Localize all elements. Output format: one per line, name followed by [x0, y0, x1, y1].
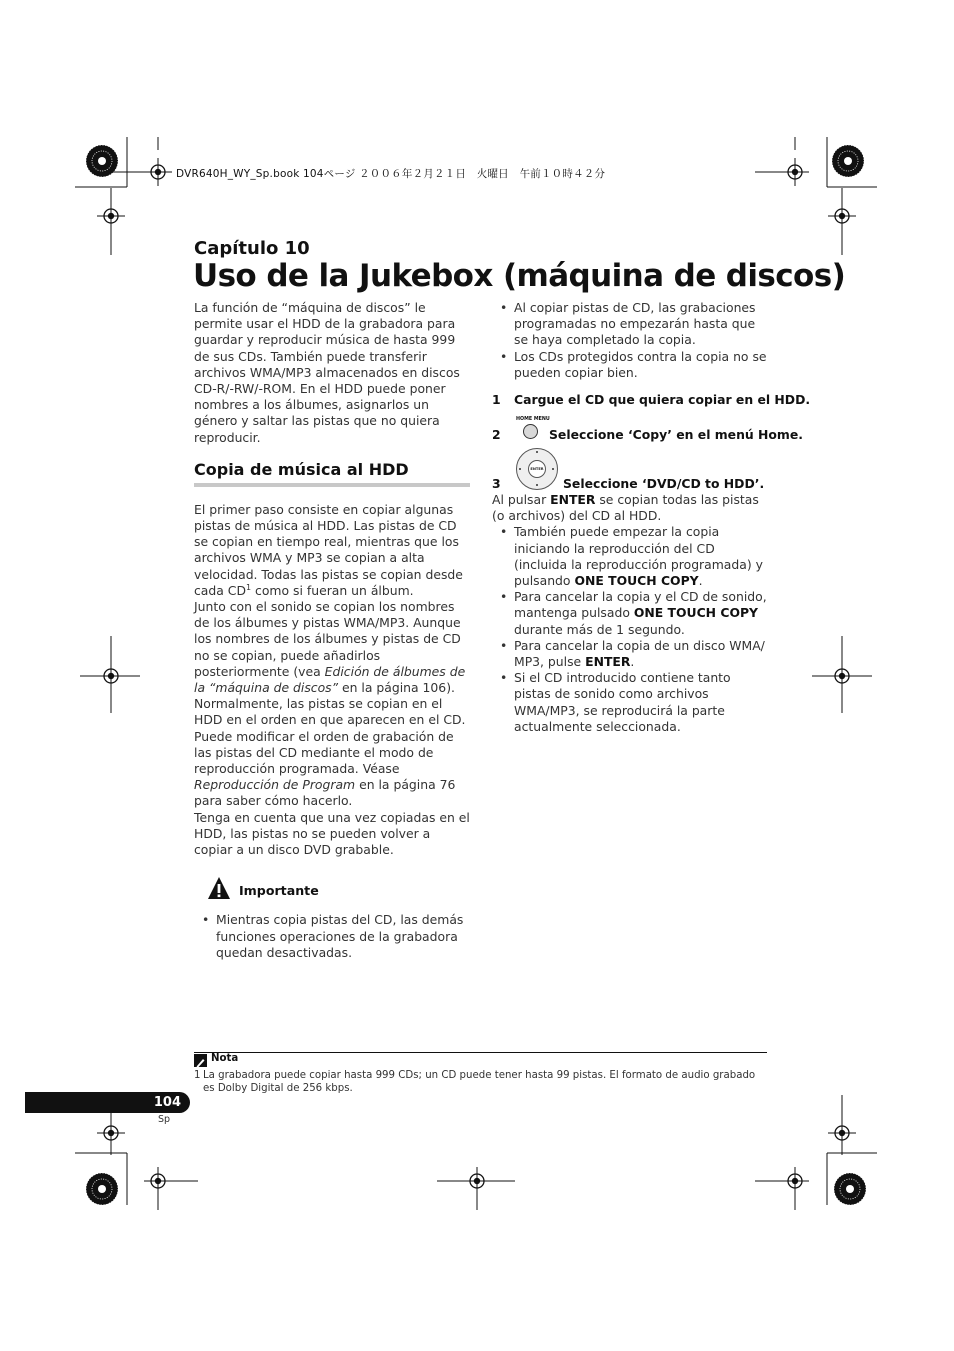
footnote-number: 1	[194, 1070, 201, 1081]
paragraph-dvd-note: Tenga en cuenta que una vez copiadas en el HDD, las pistas no se pueden volver a copiar a un disco DVD grabable.	[194, 809, 470, 858]
paragraph-order: Normalmente, las pistas se copian en el HDD en el orden en que aparecen en el CD. Puede modificar el orden de grabación de las pistas del CD mediante el modo de reproducción programada. Véase Reproducción de Program en la página 76 para saber cómo hacerlo.	[194, 696, 466, 809]
paragraph-first-step: El primer paso consiste en copiar algunas pistas de música al HDD. Las pistas de CD se copian en tiempo real, mientras que los archivos WMA y MP3 se copian a alta velocidad. Todas las pistas se copian desde cada $CD^1$ como si fueran un álbum.	[194, 501, 463, 598]
left-arrow-icon	[519, 468, 521, 470]
note-rule	[194, 1052, 767, 1053]
footnote-ref[interactable]: 1	[246, 582, 252, 592]
important-title: Importante	[239, 883, 319, 899]
step-3-text: Seleccione ‘DVD/CD to HDD’.	[563, 476, 765, 492]
step-2-text: Seleccione ‘Copy’ en el menú Home.	[549, 427, 803, 443]
reference-link[interactable]: Edición de álbumes de la “máquina de discos”	[194, 663, 466, 696]
step-1: 1 Cargue el CD que quiera copiar en el HDD.	[492, 392, 811, 408]
home-menu-button[interactable]	[523, 424, 538, 439]
language-code: Sp	[158, 1114, 171, 1125]
reference-link[interactable]: Reproducción de Program	[194, 777, 356, 793]
bullet-mixed: • Si el CD introducido contiene tanto pistas de sonido como archivos WMA/MP3, se reproducirá la parte actualmente seleccionada.	[492, 670, 770, 735]
joystick-control[interactable]	[516, 448, 558, 490]
chapter-label: Capítulo 10	[194, 238, 310, 259]
warning-icon	[207, 876, 231, 900]
registration-burst-icon	[86, 1173, 118, 1205]
registration-target-icon	[144, 158, 172, 186]
registration-burst-icon	[832, 145, 864, 177]
page-title: Uso de la Jukebox (máquina de discos)	[193, 258, 846, 294]
bullet-cancel-wma: • Para cancelar la copia de un disco WMA/ MP3, pulse ENTER.	[492, 638, 770, 670]
file-info-line: DVR640H_WY_Sp.book 104ページ ２００６年２月２１日 火曜日 午前１０時４２分	[176, 168, 606, 180]
page-number-badge: 104	[25, 1092, 190, 1113]
bullet-scheduled: • Al copiar pistas de CD, las grabaciones programadas no empezarán hasta que se haya completado la copia.	[492, 300, 770, 349]
note-icon	[194, 1054, 207, 1067]
paragraph-names: Junto con el sonido se copian los nombres de los álbumes y pistas WMA/MP3. Aunque los nombres de los álbumes y pistas de CD no se copian, puede añadirlos posteriormente (vea Edición de álbumes de la “máquina de discos” en la página 106).	[194, 599, 466, 696]
step-3: 3 ENTER Seleccione ‘DVD/CD to HDD’.	[492, 446, 770, 490]
right-column	[492, 300, 811, 735]
home-menu-button-label: HOME MENU	[516, 417, 550, 423]
registration-burst-icon	[834, 1173, 866, 1205]
registration-target-icon	[781, 158, 809, 186]
section-rule	[194, 483, 470, 487]
step-2: 2 HOME MENU Seleccione ‘Copy’ en el menú Home.	[492, 417, 803, 443]
step-1-text: Cargue el CD que quiera copiar en el HDD.	[514, 392, 811, 408]
important-heading	[194, 874, 470, 904]
enter-button[interactable]: ENTER	[528, 460, 546, 478]
bullet-one-touch: • También puede empezar la copia iniciando la reproducción del CD (incluida la reproducción programada) y pulsando ONE TOUCH COPY.	[492, 524, 770, 589]
up-arrow-icon	[536, 451, 538, 453]
registration-target-icon	[781, 1167, 809, 1195]
bullet-cancel-cd: • Para cancelar la copia y el CD de sonido, mantenga pulsado ONE TOUCH COPY durante más de 1 segundo.	[492, 589, 770, 638]
down-arrow-icon	[536, 484, 538, 486]
registration-target-icon	[144, 1167, 172, 1195]
right-arrow-icon	[552, 468, 554, 470]
left-column	[194, 300, 470, 961]
intro-paragraph: La función de “máquina de discos” le permite usar el HDD de la grabadora para guardar y reproducir música de hasta 999 de sus CDs. También puede transferir archivos WMA/MP3 almacenados en discos CD-R/-RW/-ROM. En el HDD puede poner nombres a los álbumes, asignarlos un género y saltar las pistas que no quiera reproducir.	[194, 300, 460, 445]
important-bullet: • Mientras copia pistas del CD, las demás funciones operaciones de la grabadora quedan desactivadas.	[194, 912, 470, 961]
bullet-protected: • Los CDs protegidos contra la copia no se pueden copiar bien.	[492, 349, 770, 381]
after-enter-paragraph: Al pulsar ENTER se copian todas las pistas (o archivos) del CD al HDD.	[492, 492, 759, 524]
section-title: Copia de música al HDD	[194, 459, 409, 479]
note-label: Nota	[211, 1053, 239, 1064]
footnote-text: La grabadora puede copiar hasta 999 CDs; un CD puede tener hasta 99 pistas. El formato de audio grabado es Dolby Digital de 256 kbps.	[203, 1070, 756, 1094]
